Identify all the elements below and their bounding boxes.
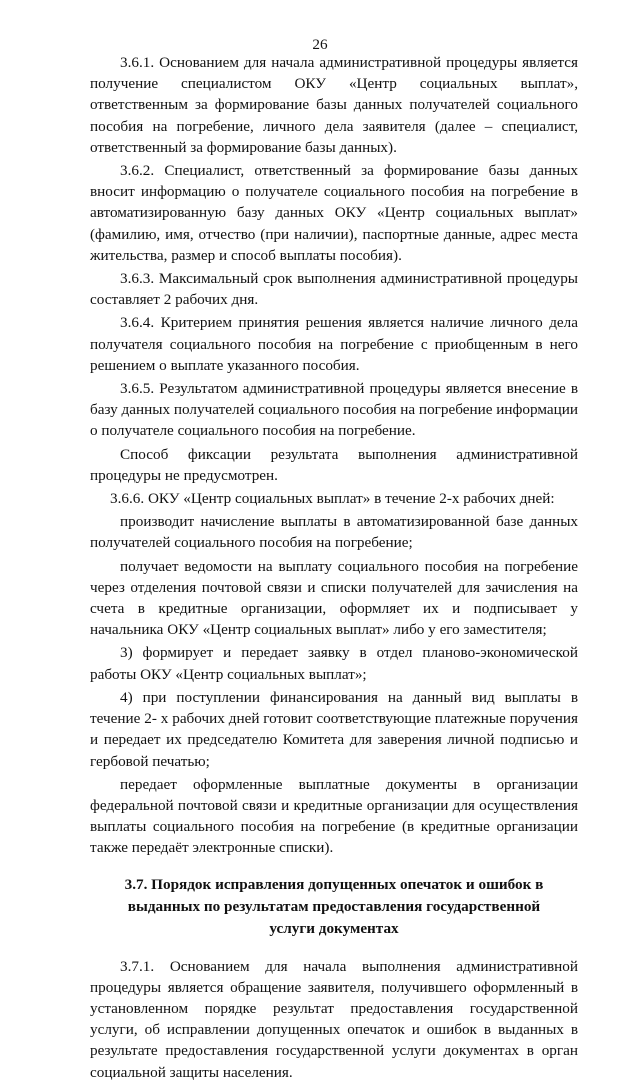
list-item-2: получает ведомости на выплату социального пособия на погребение через отделения почтовой связи и списки получателей для зачисления на счета в кредитные организации, оформляет их и подписывает у начальника ОКУ «Центр социальных выплат» либо у его заместителя;	[90, 557, 578, 639]
list-item-3: 3) формирует и передает заявку в отдел планово-экономической работы ОКУ «Центр социальных выплат»;	[90, 644, 578, 683]
paragraph-3-6-5: 3.6.5. Результатом административной процедуры является внесение в базу данных получателей социального пособия на погребение информации о получателе социального пособия на погребение.	[90, 380, 578, 440]
list-item-4: 4) при поступлении финансирования на данный вид выплаты в течение 2- х рабочих дней готовит соответствующие платежные поручения и передает их председателю Комитета для заверения личной подписью и гербовой печатью;	[90, 688, 578, 770]
top-edge-mark	[228, 0, 358, 5]
paragraph-fixation-method: Способ фиксации результата выполнения административной процедуры не предусмотрен.	[90, 445, 578, 484]
paragraph-3-6-3: 3.6.3. Максимальный срок выполнения административной процедуры составляет 2 рабочих дня.	[90, 270, 578, 309]
paragraph-3-6-1: 3.6.1. Основанием для начала административной процедуры является получение специалистом ОКУ «Центр социальных выплат», ответственным за формирование базы данных получателей социального пособия на погребение, личного дела заявителя (далее – специалист, ответственный за формирование базы данных).	[90, 54, 578, 156]
page-number: 26	[312, 36, 328, 53]
list-item-5: передает оформленные выплатные документы в организации федеральной почтовой связи и кредитные организации для осуществления выплаты социального пособия на погребение (в кредитные организации также передаёт электронные списки).	[90, 775, 578, 857]
section-heading-3-7: 3.7. Порядок исправления допущенных опечаток и ошибок в выданных по результатам предоставления государственной услуги документах	[124, 875, 544, 937]
paragraph-3-6-6: 3.6.6. ОКУ «Центр социальных выплат» в течение 2-х рабочих дней:	[110, 490, 555, 508]
paragraph-3-6-4: 3.6.4. Критерием принятия решения является наличие личного дела получателя социального пособия на погребение с приобщенным в него решением о выплате указанного пособия.	[90, 314, 578, 374]
paragraph-3-7-1: 3.7.1. Основанием для начала выполнения административной процедуры является обращение заявителя, получившего оформленный в установленном порядке результат предоставления государственной услуги, об исправлении допущенных опечаток и ошибок в выданных в результате предоставления государственной услуги документах в орган социальной защиты населения.	[90, 957, 578, 1081]
paragraph-3-6-2: 3.6.2. Специалист, ответственный за формирование базы данных вносит информацию о получателе социального пособия на погребение в автоматизированную базу данных ОКУ «Центр социальных выплат» (фамилию, имя, отчество (при наличии), паспортные данные, адрес места жительства, размер и способ выплаты пособия).	[90, 162, 578, 264]
list-item-1: производит начисление выплаты в автоматизированной базе данных получателей социального пособия на погребение;	[90, 513, 578, 552]
document-body	[90, 52, 578, 1085]
